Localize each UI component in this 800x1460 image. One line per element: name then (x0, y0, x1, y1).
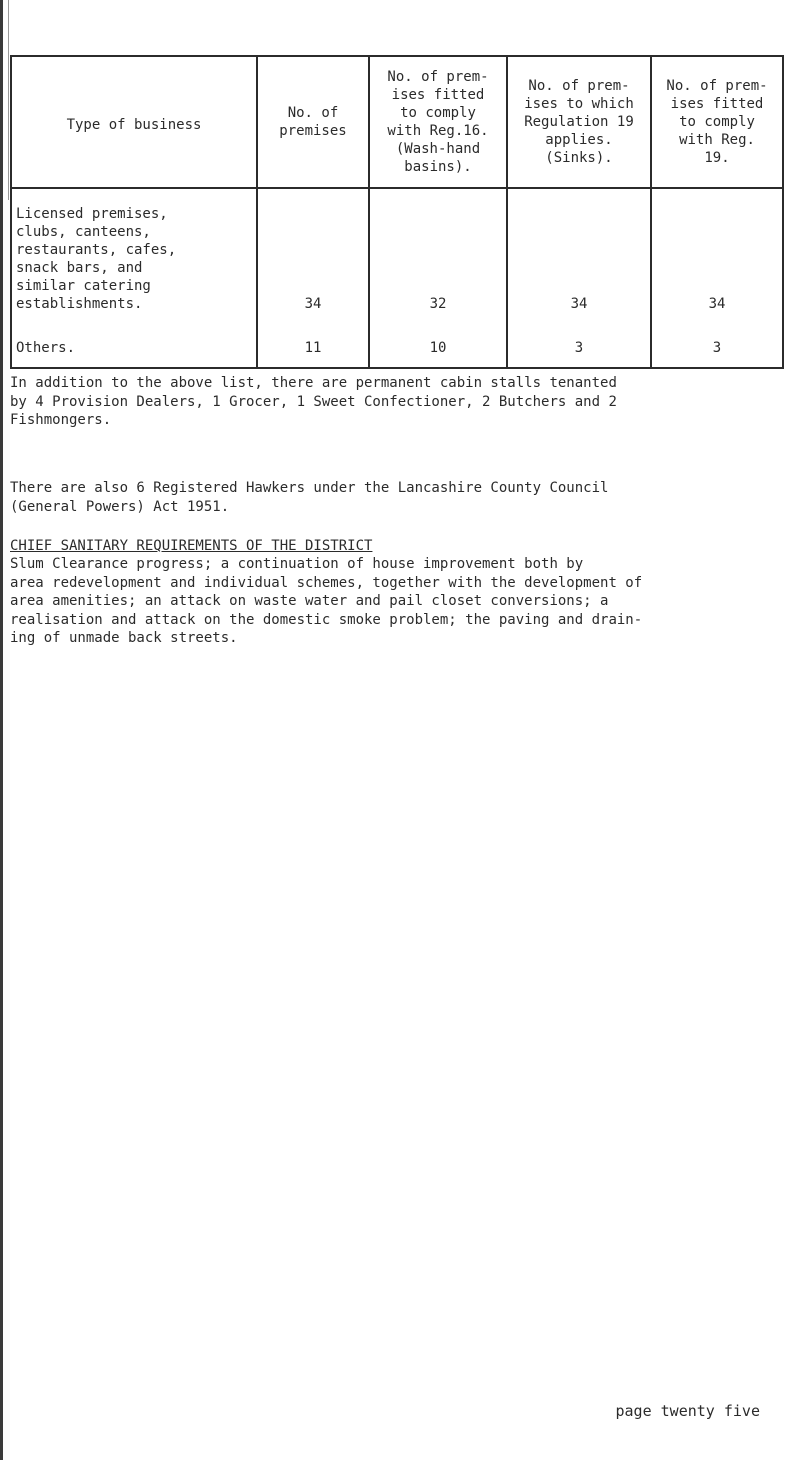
page-number: page twenty five (615, 1402, 760, 1420)
header-regulation-19-fitted: No. of prem- ises fitted to comply with Reg. 19. (651, 56, 783, 188)
row-others-count: 11 (257, 317, 369, 368)
header-wash-hand-basins: No. of prem- ises fitted to comply with Reg.16. (Wash-hand basins). (369, 56, 507, 188)
hawkers-paragraph: There are also 6 Registered Hawkers under the Lancashire County Council (General Powers) Act 1951. (10, 480, 609, 515)
header-regulation-19-applies: No. of prem- ises to which Regulation 19 applies. (Sinks). (507, 56, 651, 188)
row-others-reg19-applies: 3 (507, 317, 651, 368)
premises-table (10, 55, 784, 369)
row-licensed-premises-reg19-applies: 34 (507, 188, 651, 317)
row-licensed-premises-wash-hand: 32 (369, 188, 507, 317)
page-edge (0, 0, 3, 1460)
row-others-reg19-fitted: 3 (651, 317, 783, 368)
page-edge-shadow (8, 0, 9, 200)
header-no-of-premises: No. of premises (257, 56, 369, 188)
table-row (11, 317, 783, 368)
requirements-heading: CHIEF SANITARY REQUIREMENTS OF THE DISTRICT (10, 538, 373, 554)
row-licensed-premises-reg19-fitted: 34 (651, 188, 783, 317)
row-others-type: Others. (11, 317, 257, 368)
row-licensed-premises-count: 34 (257, 188, 369, 317)
table-header-row (11, 56, 783, 188)
table-row (11, 188, 783, 317)
cabin-stalls-paragraph: In addition to the above list, there are permanent cabin stalls tenanted by 4 Provision Dealers, 1 Grocer, 1 Sweet Confectioner, 2 Butchers and 2 Fishmongers. (10, 375, 617, 428)
row-others-wash-hand: 10 (369, 317, 507, 368)
requirements-paragraph: Slum Clearance progress; a continuation of house improvement both by area redevelopment and individual schemes, together with the development of area amenities; an attack on waste water and pail closet conversions; a realisation and attack on the domestic smoke problem; the paving and drain- ing of unmade back streets. (10, 556, 643, 646)
row-licensed-premises-type: Licensed premises, clubs, canteens, restaurants, cafes, snack bars, and similar catering establishments. (11, 188, 257, 317)
header-type-of-business: Type of business (11, 56, 257, 188)
